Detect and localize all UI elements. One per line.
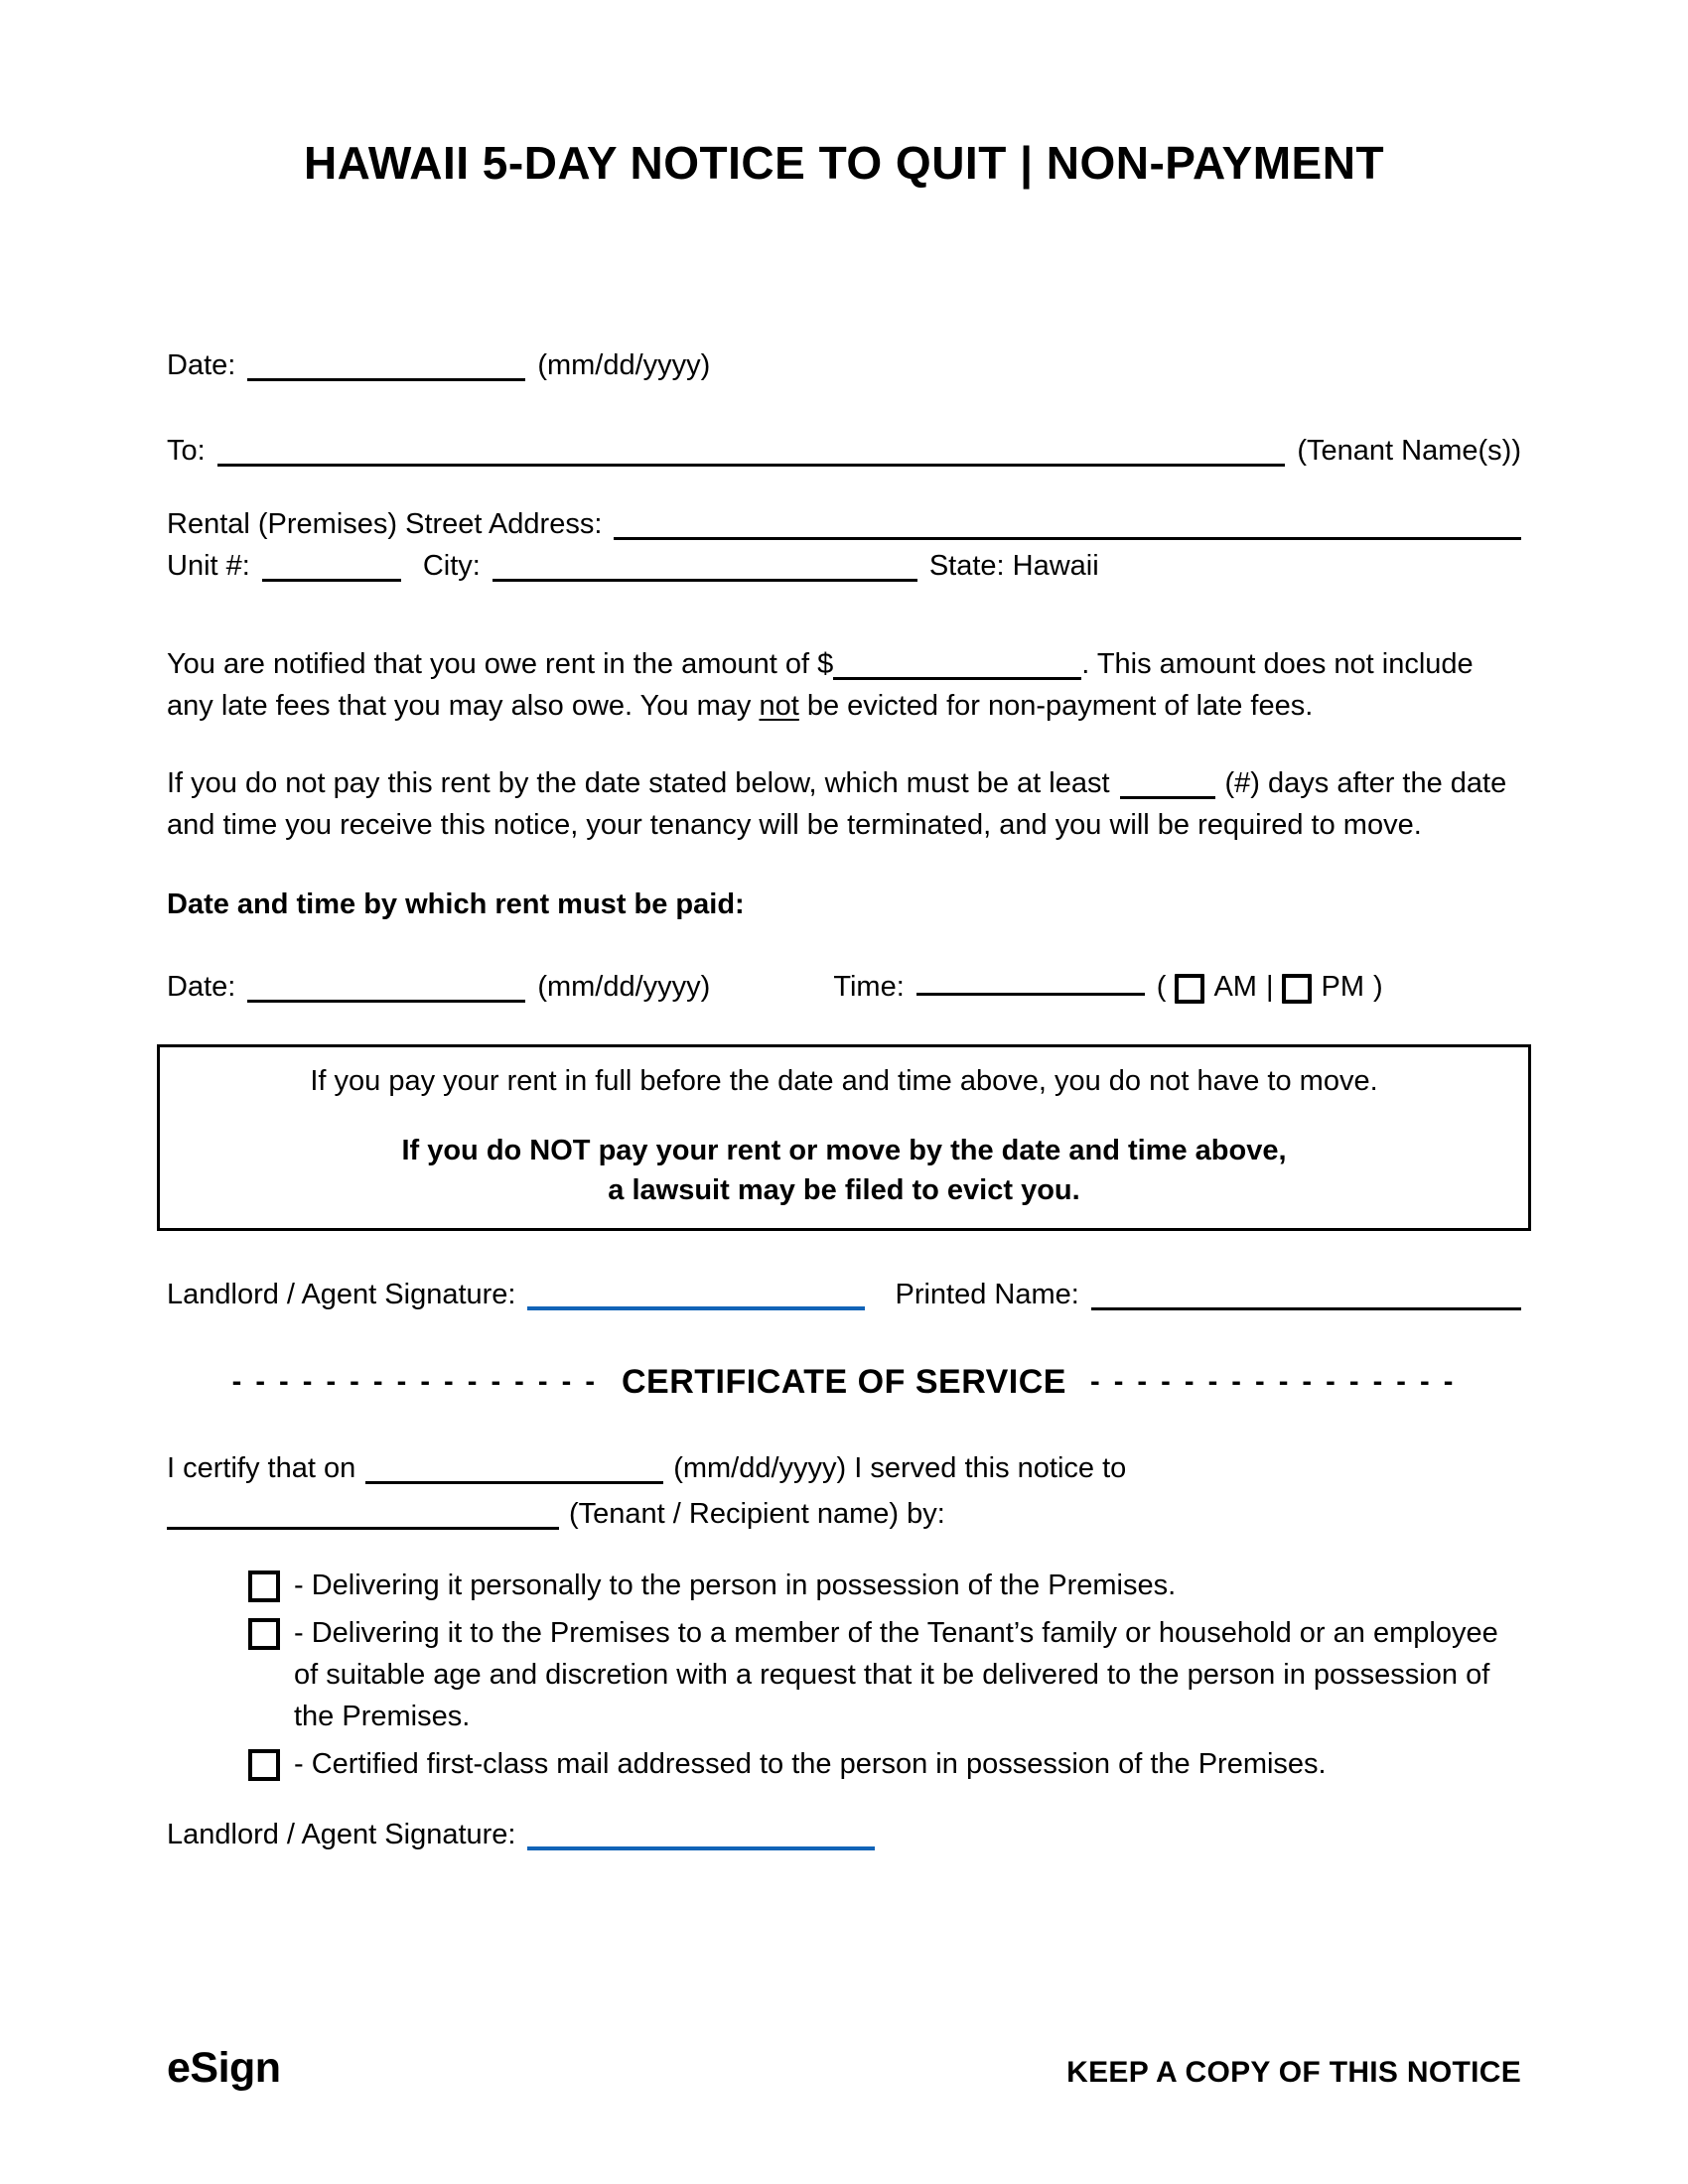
pm-checkbox[interactable] bbox=[1282, 974, 1312, 1004]
pay-date-format-hint: (mm/dd/yyyy) bbox=[537, 971, 711, 1003]
deadline-text-after: (#) days after the date and time you receive this notice, your tenancy will be terminated, and you will be required to move. bbox=[167, 767, 1507, 841]
printed-name-blank[interactable] bbox=[1091, 1304, 1521, 1310]
amount-text-mid: . This amount does not include any late fees that you may also owe. You may bbox=[167, 648, 1474, 722]
method-label-mail: - Certified first-class mail addressed to the person in possession of the Premises. bbox=[294, 1748, 1327, 1780]
service-method-mail bbox=[167, 1743, 1521, 1785]
method-label-personal: - Delivering it personally to the person in possession of the Premises. bbox=[294, 1570, 1177, 1601]
method-checkbox-household[interactable] bbox=[248, 1618, 280, 1650]
to-label: To: bbox=[167, 435, 206, 467]
method-label-household: - Delivering it to the Premises to a member of the Tenant’s family or household or an employee of suitable age and discretion with a request that it be delivered to the person in possession of the Premises. bbox=[294, 1617, 1498, 1732]
to-line bbox=[167, 435, 1521, 475]
esign-logo: eSign bbox=[167, 2044, 281, 2092]
days-notice-blank[interactable] bbox=[1120, 793, 1215, 799]
page-title: HAWAII 5-DAY NOTICE TO QUIT | NON-PAYMENT bbox=[303, 137, 1385, 189]
service-method-household bbox=[167, 1612, 1521, 1737]
final-signature-label: Landlord / Agent Signature: bbox=[167, 1819, 516, 1850]
amount-owed-paragraph bbox=[167, 643, 1521, 727]
city-label: City: bbox=[422, 550, 481, 582]
method-checkbox-personal[interactable] bbox=[248, 1570, 280, 1602]
date-line bbox=[167, 349, 1521, 389]
certify-statement bbox=[167, 1445, 1521, 1537]
pay-by-date-blank[interactable] bbox=[247, 997, 525, 1003]
amount-text-before: You are notified that you owe rent in the amount of $ bbox=[167, 648, 834, 680]
amount-owed-blank[interactable] bbox=[833, 674, 1081, 680]
notice-date-blank[interactable] bbox=[247, 375, 525, 381]
pm-label: PM bbox=[1321, 971, 1364, 1003]
deadline-text-before: If you do not pay this rent by the date stated below, which must be at least bbox=[167, 767, 1110, 799]
certify-line-2 bbox=[167, 1491, 1521, 1537]
am-checkbox[interactable] bbox=[1175, 974, 1204, 1004]
pay-by-time-blank[interactable] bbox=[916, 990, 1145, 996]
service-method-list bbox=[167, 1565, 1521, 1785]
street-address-label: Rental (Premises) Street Address: bbox=[167, 508, 603, 540]
unit-number-label: Unit #: bbox=[167, 550, 250, 582]
tenant-name-hint: (Tenant Name(s)) bbox=[1297, 435, 1521, 467]
address-line bbox=[167, 508, 1521, 550]
date-format-hint: (mm/dd/yyyy) bbox=[537, 349, 711, 381]
paren-close: ) bbox=[1372, 971, 1383, 1003]
certify-text-end: (Tenant / Recipient name) by: bbox=[569, 1498, 945, 1530]
page-footer bbox=[167, 2044, 1521, 2093]
warning-line-1: If you pay your rent in full before the date and time above, you do not have to move. bbox=[310, 1065, 1378, 1097]
certify-text-mid: (mm/dd/yyyy) I served this notice to bbox=[673, 1452, 1127, 1484]
dashes-right: - - - - - - - - - - - - - - - - bbox=[1090, 1365, 1457, 1398]
pay-date-label: Date: bbox=[167, 971, 236, 1003]
pay-deadline-heading: Date and time by which rent must be paid: bbox=[167, 888, 745, 920]
warning-box bbox=[157, 1044, 1531, 1231]
unit-city-state-line bbox=[167, 550, 1521, 592]
final-signature-row bbox=[167, 1819, 1521, 1858]
certify-line-1 bbox=[167, 1445, 1521, 1491]
date-label: Date: bbox=[167, 349, 236, 381]
unit-number-blank[interactable] bbox=[262, 576, 401, 582]
city-blank[interactable] bbox=[492, 576, 917, 582]
landlord-signature-label: Landlord / Agent Signature: bbox=[167, 1279, 516, 1310]
warning-line-2: If you do NOT pay your rent or move by the date and time above, bbox=[401, 1135, 1287, 1166]
signature-row bbox=[167, 1279, 1521, 1318]
keep-copy-notice: KEEP A COPY OF THIS NOTICE bbox=[1066, 2056, 1521, 2089]
state-label: State: Hawaii bbox=[928, 550, 1099, 582]
certificate-of-service-heading bbox=[167, 1362, 1521, 1402]
paren-open: ( bbox=[1156, 971, 1167, 1003]
street-address-blank[interactable] bbox=[614, 534, 1521, 540]
pay-datetime-line bbox=[167, 971, 1521, 1011]
certify-text-before: I certify that on bbox=[167, 1452, 356, 1484]
warning-line-3: a lawsuit may be filed to evict you. bbox=[608, 1174, 1080, 1206]
service-method-personal bbox=[167, 1565, 1521, 1606]
underlined-not: not bbox=[759, 690, 799, 722]
pay-time-group bbox=[833, 971, 1382, 1004]
landlord-signature-blank[interactable] bbox=[527, 1303, 865, 1310]
time-label: Time: bbox=[833, 971, 905, 1003]
am-pm-group bbox=[1157, 971, 1383, 1004]
am-pm-divider: | bbox=[1265, 971, 1274, 1003]
certificate-title: CERTIFICATE OF SERVICE bbox=[621, 1362, 1066, 1401]
certify-date-blank[interactable] bbox=[365, 1478, 663, 1484]
deadline-paragraph bbox=[167, 762, 1521, 846]
amount-text-end: be evicted for non-payment of late fees. bbox=[798, 690, 1314, 722]
dashes-left: - - - - - - - - - - - - - - - - bbox=[231, 1365, 598, 1398]
am-label: AM bbox=[1213, 971, 1257, 1003]
method-checkbox-mail[interactable] bbox=[248, 1749, 280, 1781]
tenant-name-blank[interactable] bbox=[217, 461, 1286, 467]
printed-name-label: Printed Name: bbox=[895, 1279, 1079, 1310]
recipient-name-blank[interactable] bbox=[167, 1524, 559, 1530]
final-landlord-signature-blank[interactable] bbox=[527, 1843, 875, 1850]
